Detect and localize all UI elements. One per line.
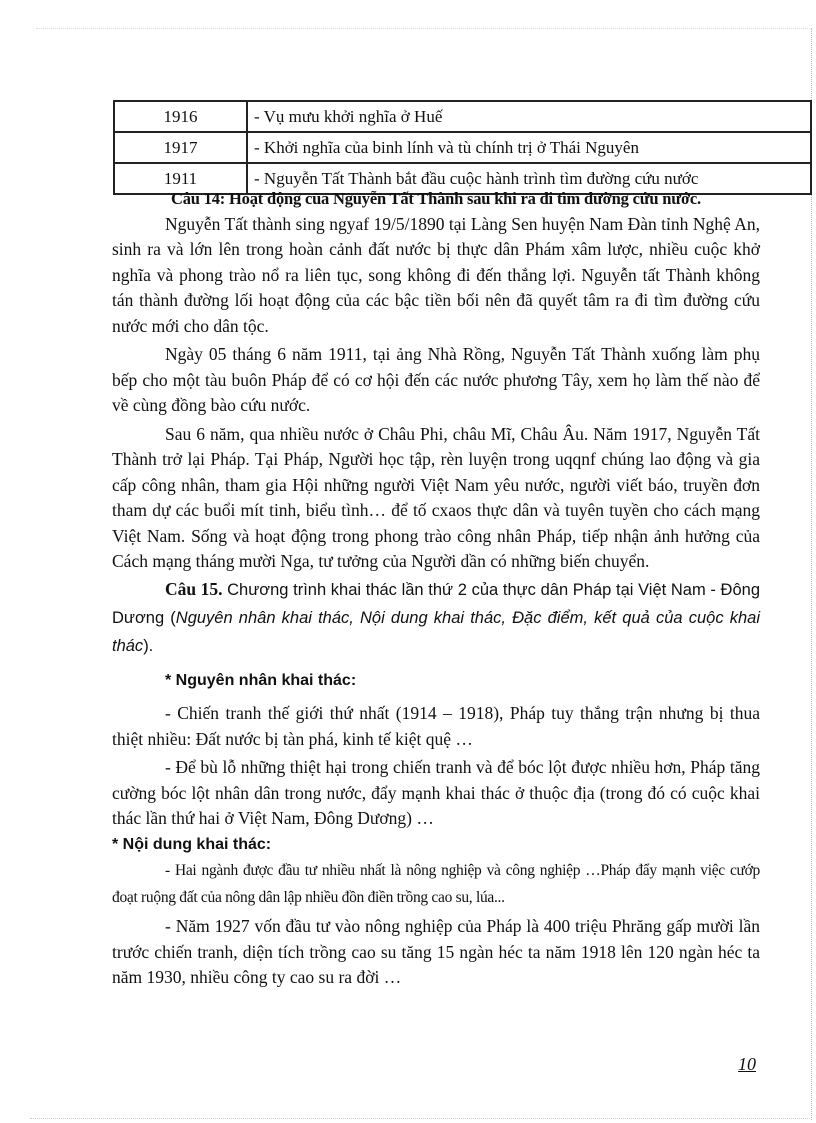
event-cell: - Khởi nghĩa của binh lính và tù chính trị ở Thái Nguyên [247,132,811,163]
section-heading-causes: * Nguyên nhân khai thác: [165,671,357,689]
question-15-note: Nguyên nhân khai thác, Nội dung khai thác, Đặc điểm, kết quả của cuộc khai thác [112,608,760,655]
table-row [114,101,811,132]
document-body [112,186,760,991]
paragraph: - Để bù lỗ những thiệt hại trong chiến tranh và để bóc lột được nhiều hơn, Pháp tăng cường bóc lột nhân dân trong nước, đẩy mạnh khai thác ở thuộc địa (trong đó có cuộc khai thác lần thứ hai ở Việt Nam, Đông Dương) … [112,757,760,828]
paragraph: Nguyễn Tất thành sing ngyaf 19/5/1890 tại Làng Sen huyện Nam Đàn tỉnh Nghệ An, sinh ra và lớn lên trong hoàn cảnh đất nước bị thực dân Phám xâm lược, nhiều cuộc khở nghĩa và phong trào nổ ra liên tục, song không đi đến thắng lợi. Nguyễn tất Thành không tán thành đường lối hoạt động của các bậc tiền bối nên đã quyết tâm ra đi tìm đường cứu nước mới cho dân tộc. [112,213,760,336]
paragraph: Sau 6 năm, qua nhiều nước ở Châu Phi, châu Mĩ, Châu Âu. Năm 1917, Nguyễn Tất Thành trở lại Pháp. Tại Pháp, Người học tập, rèn luyện trong uqqnf chúng lao động và gia cấp công nhân, tham gia Hội những người Việt Nam yêu nước, người viết báo, truyền đơn tham dự các buổi mít tinh, biểu tình… để tố cxaos thực dân và tuyên tuyền cho cách mạng Việt Nam. Sống và hoạt động trong phong trào công nhân Pháp, tiếp nhận ảnh hưởng của Cách mạng tháng mười Nga, tư tưởng của Người dần có những biến chuyển. [112,423,760,571]
paragraph: Ngày 05 tháng 6 năm 1911, tại ảng Nhà Rồng, Nguyễn Tất Thành xuống làm phụ bếp cho một tàu buôn Pháp để có cơ hội đến các nước phương Tây, xem họ làm thế nào để về cùng đồng bào cứu nước. [112,344,760,415]
paragraph: - Năm 1927 vốn đầu tư vào nông nghiệp của Pháp là 400 triệu Phrăng gấp mười lần trước chiến tranh, diện tích trồng cao su tăng 15 ngàn héc ta năm 1918 lên 120 ngàn héc ta năm 1930, nhiều công ty cao su ra đời … [112,916,760,987]
question-15-label: Câu 15. [165,578,223,599]
events-table [113,100,812,195]
year-cell: 1916 [114,101,247,132]
section-heading-content: * Nội dung khai thác: [112,835,272,853]
page-bottom-edge [30,1118,810,1119]
event-cell: - Vụ mưu khởi nghĩa ở Huế [247,101,811,132]
page-number: 10 [738,1054,756,1074]
question-14-heading: Câu 14: Hoạt động của Nguyễn Tất Thành sau khi ra đi tìm đường cứu nước. [171,189,701,208]
question-15-title: Chương trình khai thác lần thứ 2 của thực dân Pháp tại Việt Nam - Đông Dương ( [112,580,761,627]
year-cell: 1917 [114,132,247,163]
question-15-heading [112,576,760,660]
event-cell: - Nguyễn Tất Thành bắt đầu cuộc hành trình tìm đường cứu nước [247,163,811,194]
question-15-close: ). [143,636,154,655]
paragraph: - Chiến tranh thế giới thứ nhất (1914 – 1918), Pháp tuy thắng trận nhưng bị thua thiệt nhiều: Đất nước bị tàn phá, kinh tế kiệt quệ … [112,703,760,749]
table-row [114,132,811,163]
year-cell: 1911 [114,163,247,194]
paragraph: - Hai ngành được đầu tư nhiều nhất là nông nghiệp và công nghiệp …Pháp đẩy mạnh việc cướp đoạt ruộng đất của nông dân lập nhiều đồn điền trồng cao su, lúa... [112,862,760,906]
